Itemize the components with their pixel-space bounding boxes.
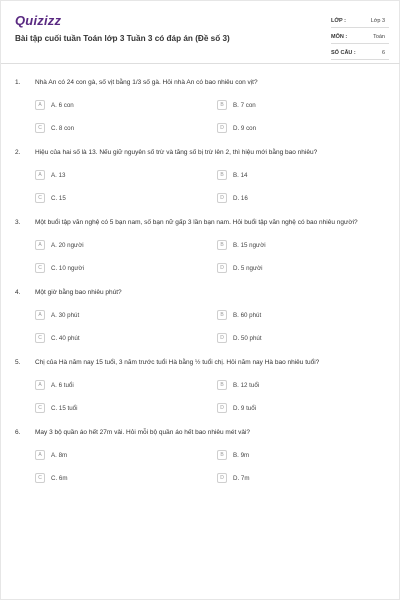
option-b[interactable]	[217, 310, 261, 320]
option-text: A. 20 người	[51, 241, 84, 249]
question-1	[1, 79, 400, 149]
option-text: C. 10 người	[51, 264, 84, 272]
question-list	[1, 79, 400, 499]
meta-label: LỚP :	[331, 18, 346, 24]
option-a[interactable]	[35, 310, 79, 320]
option-letter-box: C	[35, 123, 45, 133]
question-text: Hiệu của hai số là 13. Nếu giữ nguyên số trừ và tăng số bị trừ lên 2, thì hiệu mới bằng bao nhiêu?	[35, 149, 318, 156]
option-text: D. 16	[233, 194, 248, 202]
option-d[interactable]	[217, 473, 250, 483]
question-4	[1, 289, 400, 359]
option-text: C. 15 tuổi	[51, 404, 78, 412]
option-letter-box: D	[217, 333, 227, 343]
question-number: 4.	[15, 289, 21, 296]
option-text: B. 60 phút	[233, 311, 262, 319]
option-letter-box: D	[217, 123, 227, 133]
option-text: D. 9 tuổi	[233, 404, 257, 412]
option-a[interactable]	[35, 170, 65, 180]
question-text: Nhà An có 24 con gà, số vịt bằng 1/3 số gà. Hỏi nhà An có bao nhiêu con vịt?	[35, 79, 258, 86]
option-text: A. 6 con	[51, 101, 74, 109]
option-d[interactable]	[217, 193, 248, 203]
question-6	[1, 429, 400, 499]
option-letter-box: D	[217, 473, 227, 483]
meta-value: Lớp 3	[370, 18, 385, 24]
option-letter-box: B	[217, 380, 227, 390]
option-b[interactable]	[217, 380, 259, 390]
option-letter-box: B	[217, 310, 227, 320]
option-text: D. 5 người	[233, 264, 263, 272]
question-number: 2.	[15, 149, 21, 156]
option-letter-box: C	[35, 333, 45, 343]
option-text: A. 6 tuổi	[51, 381, 74, 389]
option-c[interactable]	[35, 403, 77, 413]
option-text: D. 7m	[233, 474, 250, 482]
option-b[interactable]	[217, 170, 247, 180]
option-letter-box: A	[35, 310, 45, 320]
worksheet-meta	[331, 15, 389, 63]
meta-row-class	[331, 15, 389, 28]
option-letter-box: B	[217, 450, 227, 460]
option-a[interactable]	[35, 100, 74, 110]
option-letter-box: D	[217, 263, 227, 273]
option-b[interactable]	[217, 100, 256, 110]
option-letter-box: A	[35, 240, 45, 250]
question-5	[1, 359, 400, 429]
option-text: B. 15 người	[233, 241, 266, 249]
option-d[interactable]	[217, 123, 256, 133]
option-text: A. 8m	[51, 451, 68, 459]
header-divider	[1, 63, 400, 64]
meta-label: SỐ CÂU :	[331, 50, 356, 56]
option-letter-box: A	[35, 170, 45, 180]
option-text: B. 9m	[233, 451, 250, 459]
option-letter-box: A	[35, 450, 45, 460]
option-text: D. 9 con	[233, 124, 257, 132]
option-text: C. 6m	[51, 474, 68, 482]
question-text: Chị của Hà năm nay 15 tuổi, 3 năm trước tuổi Hà bằng ½ tuổi chị. Hỏi năm nay Hà bao nhiêu tuổi?	[35, 359, 320, 366]
question-number: 5.	[15, 359, 21, 366]
option-letter-box: C	[35, 263, 45, 273]
meta-row-question-count	[331, 47, 389, 60]
option-letter-box: B	[217, 170, 227, 180]
option-letter-box: B	[217, 240, 227, 250]
option-a[interactable]	[35, 380, 74, 390]
option-text: D. 50 phút	[233, 334, 262, 342]
option-letter-box: C	[35, 193, 45, 203]
option-text: A. 30 phút	[51, 311, 80, 319]
option-letter-box: A	[35, 100, 45, 110]
option-text: B. 7 con	[233, 101, 256, 109]
option-text: C. 40 phút	[51, 334, 80, 342]
option-c[interactable]	[35, 193, 66, 203]
option-letter-box: C	[35, 403, 45, 413]
worksheet-title: Bài tập cuối tuần Toán lớp 3 Tuần 3 có đáp án (Đề số 3)	[15, 34, 230, 43]
question-number: 1.	[15, 79, 21, 86]
meta-value: 6	[381, 50, 385, 56]
question-3	[1, 219, 400, 289]
option-text: B. 14	[233, 171, 248, 179]
option-text: A. 13	[51, 171, 66, 179]
quizizz-logo: Quizizz	[15, 13, 62, 28]
option-text: B. 12 tuổi	[233, 381, 260, 389]
question-text: Một giờ bằng bao nhiêu phút?	[35, 289, 122, 296]
question-number: 3.	[15, 219, 21, 226]
option-a[interactable]	[35, 240, 84, 250]
option-letter-box: D	[217, 193, 227, 203]
option-c[interactable]	[35, 263, 84, 273]
option-letter-box: C	[35, 473, 45, 483]
option-d[interactable]	[217, 403, 256, 413]
question-text: May 3 bộ quần áo hết 27m vải. Hỏi mỗi bộ quần áo hết bao nhiêu mét vải?	[35, 429, 251, 436]
option-c[interactable]	[35, 473, 68, 483]
option-d[interactable]	[217, 263, 263, 273]
option-c[interactable]	[35, 123, 74, 133]
meta-value: Toán	[373, 34, 385, 40]
option-text: C. 8 con	[51, 124, 75, 132]
option-letter-box: B	[217, 100, 227, 110]
meta-label: MÔN :	[331, 34, 348, 40]
option-b[interactable]	[217, 450, 249, 460]
option-letter-box: A	[35, 380, 45, 390]
option-letter-box: D	[217, 403, 227, 413]
question-number: 6.	[15, 429, 21, 436]
question-text: Một buổi tập văn nghệ có 5 bạn nam, số bạn nữ gấp 3 lần bạn nam. Hỏi buổi tập văn nghệ có bao nhiêu người?	[35, 219, 358, 226]
option-d[interactable]	[217, 333, 262, 343]
option-a[interactable]	[35, 450, 67, 460]
option-text: C. 15	[51, 194, 66, 202]
meta-row-subject	[331, 31, 389, 44]
option-b[interactable]	[217, 240, 266, 250]
question-2	[1, 149, 400, 219]
option-c[interactable]	[35, 333, 80, 343]
